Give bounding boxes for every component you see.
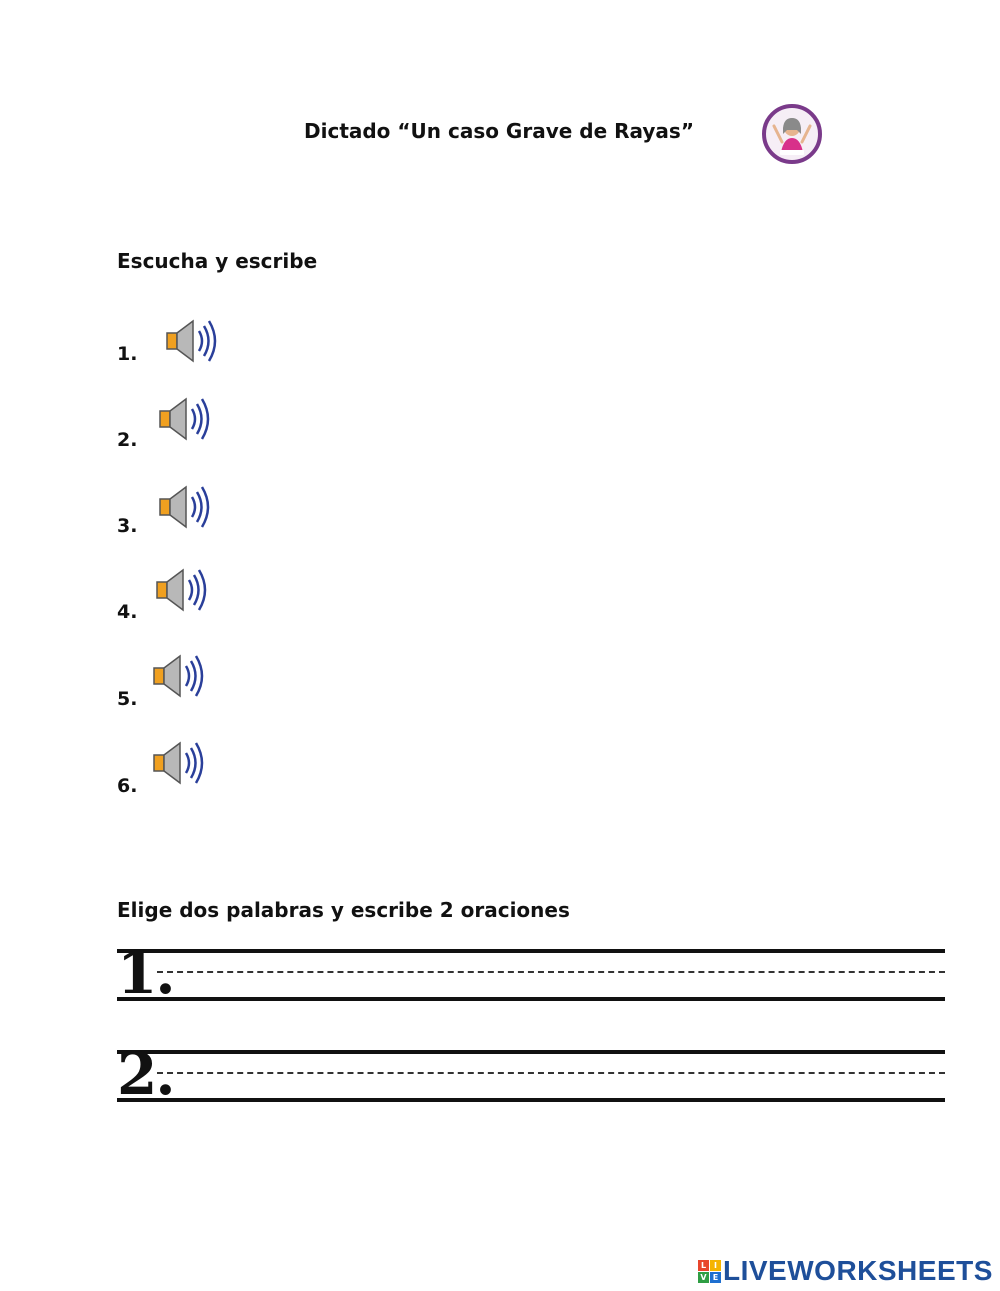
item-number: 6. [117, 775, 138, 797]
line-number: 2. [117, 1040, 174, 1108]
section-heading-sentences: Elige dos palabras y escribe 2 oraciones [117, 898, 570, 922]
liveworksheets-logo [698, 1256, 993, 1286]
speaker-audio-icon[interactable] [150, 737, 206, 789]
writing-top-rule [117, 1050, 945, 1054]
speaker-audio-icon[interactable] [150, 650, 206, 702]
teacher-avatar-icon [762, 104, 822, 164]
writing-baseline [117, 1098, 945, 1102]
dictation-item [117, 305, 237, 365]
dictation-item [117, 477, 237, 537]
line-number: 1. [117, 939, 174, 1007]
section-heading-listen: Escucha y escribe [117, 249, 318, 273]
dictation-item [117, 650, 237, 710]
item-number: 4. [117, 601, 138, 623]
speaker-audio-icon[interactable] [153, 564, 209, 616]
item-number: 2. [117, 429, 138, 451]
writing-line[interactable] [117, 939, 945, 1009]
speaker-audio-icon[interactable] [163, 315, 219, 367]
speaker-audio-icon[interactable] [156, 393, 212, 445]
logo-blocks-icon: L I V E [698, 1260, 721, 1283]
writing-line[interactable] [117, 1040, 945, 1110]
page-title: Dictado “Un caso Grave de Rayas” [304, 119, 694, 143]
writing-top-rule [117, 949, 945, 953]
writing-midline [157, 1072, 945, 1074]
item-number: 3. [117, 515, 138, 537]
item-number: 5. [117, 688, 138, 710]
writing-midline [157, 971, 945, 973]
writing-baseline [117, 997, 945, 1001]
item-number: 1. [117, 343, 138, 365]
speaker-audio-icon[interactable] [156, 481, 212, 533]
dictation-item [117, 737, 237, 797]
dictation-item [117, 391, 237, 451]
dictation-item [117, 563, 237, 623]
brand-name: LIVEWORKSHEETS [723, 1255, 993, 1286]
